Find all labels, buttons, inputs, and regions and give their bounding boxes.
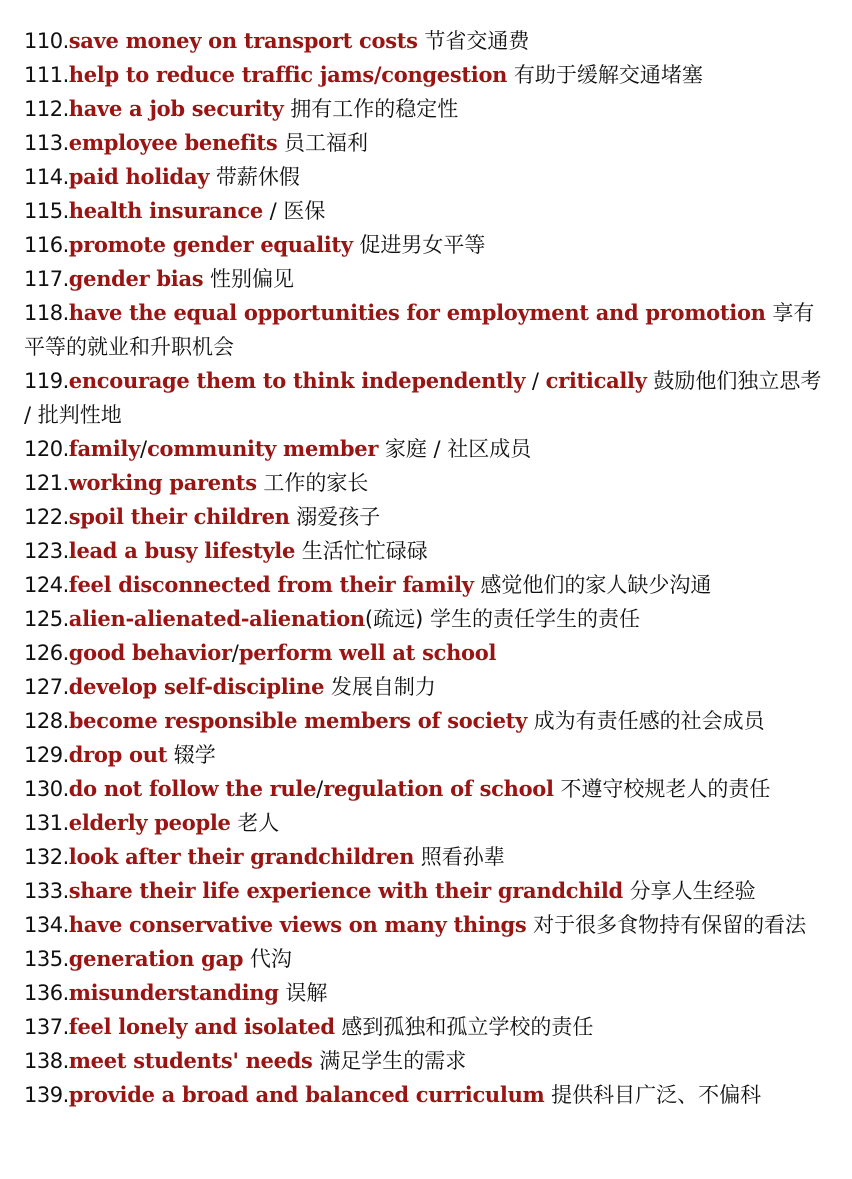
chinese-translation: 促进男女平等 [352, 233, 486, 257]
list-item [24, 432, 824, 466]
item-number: 116. [24, 233, 69, 257]
english-phrase: help to reduce traffic jams/congestion [68, 62, 508, 87]
list-item [24, 602, 824, 636]
list-item [24, 568, 824, 602]
english-phrase: share their life experience with their grandchild [68, 878, 623, 903]
chinese-translation: 节省交通费 [417, 29, 530, 53]
item-number: 129. [24, 743, 69, 767]
chinese-translation: 代沟 [243, 947, 292, 971]
english-phrase-alt: critically [545, 368, 647, 393]
chinese-translation: 鼓励他们独立思考 / 批判性地 [24, 369, 822, 427]
chinese-translation: / 医保 [262, 199, 326, 223]
chinese-translation: 发展自制力 [324, 675, 436, 699]
chinese-translation: (疏远) 学生的责任学生的责任 [364, 607, 640, 631]
item-number: 112. [24, 97, 69, 121]
list-item [24, 1044, 824, 1078]
chinese-translation: 工作的家长 [256, 471, 369, 495]
english-phrase: paid holiday [68, 164, 210, 189]
chinese-translation: 生活忙忙碌碌 [295, 539, 428, 563]
item-number: 139. [24, 1083, 69, 1107]
chinese-translation: 满足学生的需求 [312, 1049, 467, 1073]
english-phrase: save money on transport costs [68, 28, 418, 53]
chinese-translation: 成为有责任感的社会成员 [527, 709, 765, 733]
item-number: 138. [24, 1049, 69, 1073]
item-number: 117. [24, 267, 69, 291]
english-phrase: have a job security [68, 96, 284, 121]
english-phrase: employee benefits [68, 130, 278, 155]
list-item [24, 1078, 824, 1112]
item-number: 118. [24, 301, 69, 325]
item-number: 132. [24, 845, 69, 869]
list-item [24, 500, 824, 534]
chinese-translation: 性别偏见 [203, 267, 294, 291]
list-item [24, 840, 824, 874]
english-phrase: feel disconnected from their family [68, 572, 474, 597]
english-phrase-alt: regulation of school [323, 776, 554, 801]
english-phrase: generation gap [68, 946, 244, 971]
chinese-translation: 对于很多食物持有保留的看法 [526, 913, 807, 937]
english-phrase: gender bias [68, 266, 204, 291]
english-phrase: working parents [68, 470, 257, 495]
english-phrase: do not follow the rule [68, 776, 317, 801]
list-item [24, 92, 824, 126]
list-item [24, 942, 824, 976]
list-item [24, 1010, 824, 1044]
list-item [24, 908, 824, 942]
chinese-translation: 感觉他们的家人缺少沟通 [473, 573, 712, 597]
item-number: 126. [24, 641, 69, 665]
chinese-translation: 提供科目广泛、不偏科 [544, 1083, 762, 1107]
list-item [24, 772, 824, 806]
list-item [24, 738, 824, 772]
item-number: 128. [24, 709, 69, 733]
chinese-translation: 员工福利 [277, 131, 369, 155]
chinese-translation: 照看孙辈 [414, 845, 505, 869]
item-number: 136. [24, 981, 69, 1005]
english-phrase: feel lonely and isolated [68, 1014, 335, 1039]
list-item [24, 24, 824, 58]
list-item [24, 262, 824, 296]
chinese-translation: 感到孤独和孤立学校的责任 [334, 1015, 594, 1039]
item-number: 130. [24, 777, 69, 801]
english-phrase: lead a busy lifestyle [68, 538, 296, 563]
item-number: 110. [24, 29, 69, 53]
english-phrase: good behavior [68, 640, 232, 665]
english-phrase: promote gender equality [68, 232, 353, 257]
list-item [24, 160, 824, 194]
english-phrase: develop self-discipline [68, 674, 325, 699]
chinese-translation: 分享人生经验 [622, 879, 756, 903]
item-number: 134. [24, 913, 69, 937]
item-number: 127. [24, 675, 69, 699]
english-phrase: provide a broad and balanced curriculum [68, 1082, 545, 1107]
list-item [24, 636, 824, 670]
english-phrase: encourage them to think independently [68, 368, 526, 393]
chinese-translation: 老人 [230, 811, 280, 835]
item-number: 123. [24, 539, 69, 563]
item-number: 119. [24, 369, 69, 393]
english-phrase: health insurance [68, 198, 263, 223]
separator: / [231, 641, 239, 665]
list-item [24, 126, 824, 160]
english-phrase: spoil their children [68, 504, 290, 529]
item-number: 120. [24, 437, 69, 461]
chinese-translation: 误解 [278, 981, 328, 1005]
item-number: 121. [24, 471, 69, 495]
separator: / [316, 777, 324, 801]
list-item [24, 874, 824, 908]
separator: / [139, 437, 148, 461]
vocabulary-list [24, 24, 824, 1112]
english-phrase: family [68, 436, 140, 461]
chinese-translation: 辍学 [167, 743, 216, 767]
english-phrase: elderly people [68, 810, 231, 835]
english-phrase: have the equal opportunities for employment and promotion [68, 300, 766, 325]
item-number: 131. [24, 811, 69, 835]
item-number: 111. [24, 63, 69, 87]
list-item [24, 194, 824, 228]
english-phrase: have conservative views on many things [68, 912, 527, 937]
english-phrase: alien-alienated-alienation [68, 606, 365, 631]
english-phrase-alt: perform well at school [238, 640, 497, 665]
item-number: 125. [24, 607, 69, 631]
item-number: 137. [24, 1015, 69, 1039]
item-number: 114. [24, 165, 69, 189]
english-phrase: meet students' needs [68, 1048, 313, 1073]
chinese-translation: 溺爱孩子 [289, 505, 381, 529]
chinese-translation: 带薪休假 [209, 165, 300, 189]
item-number: 113. [24, 131, 69, 155]
item-number: 133. [24, 879, 69, 903]
item-number: 122. [24, 505, 69, 529]
chinese-translation: 家庭 / 社区成员 [378, 437, 532, 461]
english-phrase-alt: community member [147, 436, 379, 461]
chinese-translation: 享有平等的就业和升职机会 [24, 301, 815, 359]
separator: / [525, 369, 546, 393]
list-item [24, 534, 824, 568]
chinese-translation: 不遵守校规老人的责任 [553, 777, 771, 801]
list-item [24, 364, 824, 432]
list-item [24, 466, 824, 500]
list-item [24, 704, 824, 738]
list-item [24, 806, 824, 840]
english-phrase: become responsible members of society [68, 708, 527, 733]
chinese-translation: 拥有工作的稳定性 [283, 97, 459, 121]
chinese-translation: 有助于缓解交通堵塞 [507, 63, 703, 87]
list-item [24, 228, 824, 262]
item-number: 124. [24, 573, 69, 597]
english-phrase: look after their grandchildren [68, 844, 415, 869]
list-item [24, 296, 824, 364]
list-item [24, 976, 824, 1010]
english-phrase: drop out [68, 742, 168, 767]
item-number: 115. [24, 199, 69, 223]
item-number: 135. [24, 947, 69, 971]
english-phrase: misunderstanding [68, 980, 279, 1005]
list-item [24, 58, 824, 92]
list-item [24, 670, 824, 704]
